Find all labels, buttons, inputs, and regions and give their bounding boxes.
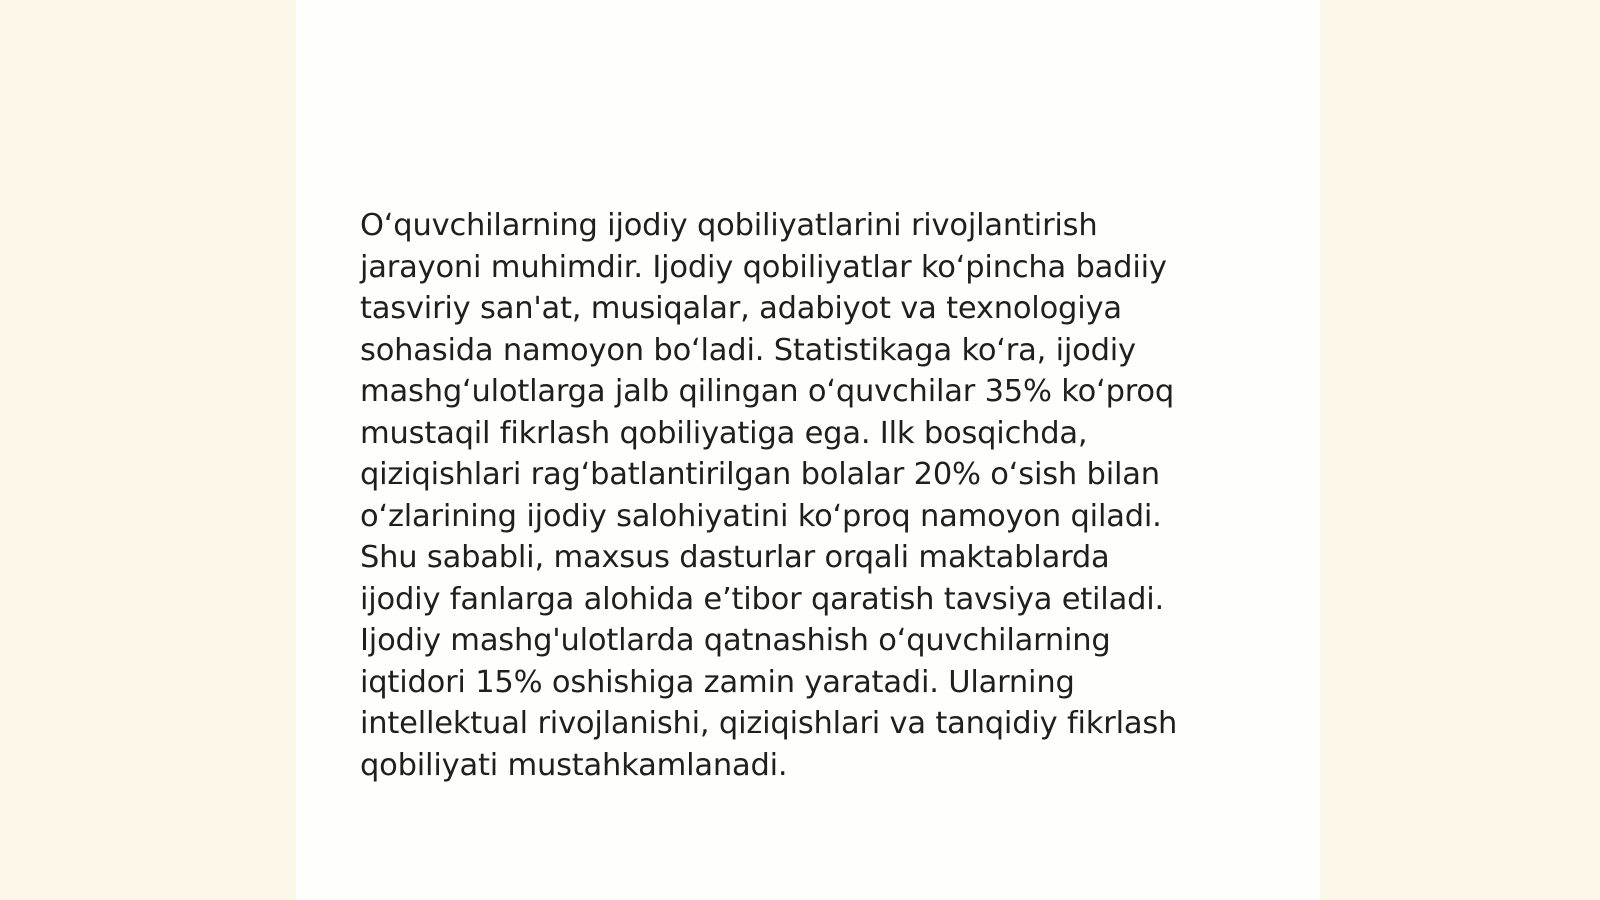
- paragraph-line-12: iqtidori 15% oshishiga zamin yaratadi. Ularning: [360, 664, 1075, 700]
- paragraph-line-11: Ijodiy mashg'ulotlarda qatnashish oʻquvchilarning: [360, 623, 1111, 658]
- paragraph-line-14: qobiliyati mustahkamlanadi.: [360, 747, 788, 783]
- paragraph-line-3: tasviriy san'at, musiqalar, adabiyot va texnologiya: [360, 291, 1122, 326]
- paragraph-line-6: mustaqil fikrlash qobiliyatiga ega. Ilk bosqichda,: [360, 415, 1088, 451]
- paragraph-line-10: ijodiy fanlarga alohida eʼtibor qaratish tavsiya etiladi.: [360, 581, 1164, 617]
- paragraph-line-5: mashgʻulotlarga jalb qilingan oʻquvchilar 35% koʻproq: [360, 374, 1175, 409]
- paragraph-line-4: sohasida namoyon boʻladi. Statistikaga koʻra, ijodiy: [360, 332, 1136, 368]
- paragraph-line-9: Shu sababli, maxsus dasturlar orqali maktablarda: [360, 540, 1110, 575]
- paragraph-line-1: Oʻquvchilarning ijodiy qobiliyatlarini rivojlantirish: [360, 208, 1098, 243]
- paragraph-line-2: jarayoni muhimdir. Ijodiy qobiliyatlar koʻpincha badiiy: [360, 249, 1167, 285]
- paragraph-line-7: qiziqishlari ragʻbatlantirilgan bolalar 20% oʻsish bilan: [360, 457, 1160, 492]
- paragraph-line-13: intellektual rivojlanishi, qiziqishlari va tanqidiy fikrlash: [360, 706, 1178, 741]
- paragraph-line-8: oʻzlarining ijodiy salohiyatini koʻproq namoyon qiladi.: [360, 498, 1162, 534]
- body-paragraph: [360, 205, 1260, 786]
